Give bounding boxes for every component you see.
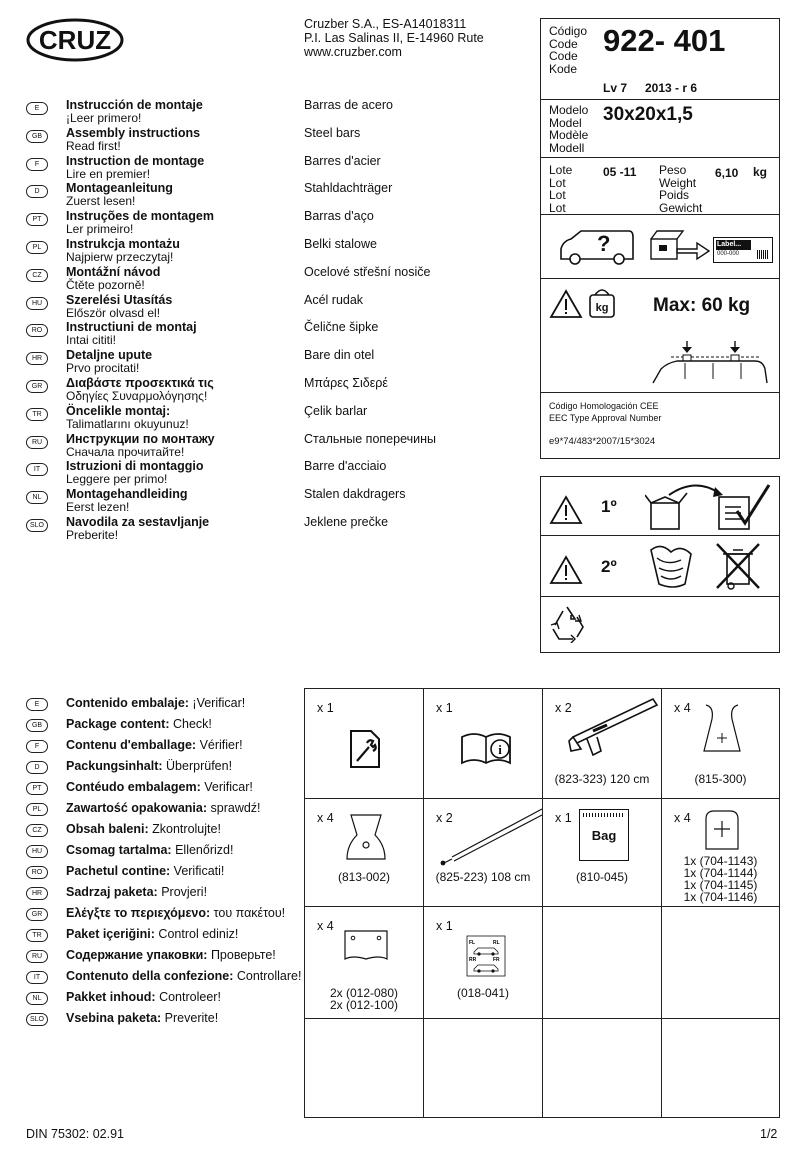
language-row xyxy=(26,239,296,267)
company-website: www.cruzber.com xyxy=(304,45,402,59)
part-code-4: 1x (704-1146) xyxy=(683,890,758,904)
product-name: Acél rudak xyxy=(304,292,364,307)
content-title: Содержание упаковки: xyxy=(66,948,208,962)
steps-divider-2 xyxy=(541,596,779,597)
content-title: Contenu d'emballage: xyxy=(66,738,197,752)
part-cell-booklet xyxy=(424,689,543,799)
bag-seal xyxy=(583,813,623,817)
part-code-2: 1x (704-1144) xyxy=(683,866,758,880)
instruction-title: Szerelési Utasítás xyxy=(66,292,173,307)
steps-box xyxy=(540,476,780,653)
car-roof-load-icon xyxy=(651,339,769,387)
language-code-badge: NL xyxy=(26,491,48,504)
content-title: Package content: xyxy=(66,717,170,731)
content-action: Check! xyxy=(173,717,212,731)
content-title: Pachetul contine: xyxy=(66,864,171,878)
product-name: Bare din otel xyxy=(304,348,375,363)
language-code-badge: GB xyxy=(26,130,48,143)
part-qty: x 1 xyxy=(555,811,572,825)
content-action: ¡Verificar! xyxy=(192,696,246,710)
instruction-subtitle: Ler primeiro! xyxy=(66,222,134,237)
content-action: Provjeri! xyxy=(161,885,208,899)
content-row xyxy=(26,969,302,985)
label-number: 000-000 xyxy=(717,251,740,257)
product-name: Μπάρες Σιδερέ xyxy=(304,376,388,390)
part-qty: x 2 xyxy=(436,811,453,825)
content-title: Contéudo embalagem: xyxy=(66,780,201,794)
content-action: Controleer! xyxy=(159,990,221,1004)
language-code-badge: PL xyxy=(26,241,48,254)
product-name: Steel bars xyxy=(304,125,361,140)
lot-labels: Lote Lot Lot Lot xyxy=(549,163,573,215)
content-title: Paket içeriğini: xyxy=(66,927,155,941)
part-cell-instructions xyxy=(305,689,424,799)
language-code-badge: RU xyxy=(26,950,48,963)
content-title: Vsebina paketa: xyxy=(66,1011,162,1025)
content-title: Zawartość opakowania: xyxy=(66,801,208,815)
language-code-badge: PT xyxy=(26,213,48,226)
language-row xyxy=(26,378,296,406)
content-action: sprawdź! xyxy=(210,801,261,815)
content-row xyxy=(26,717,296,733)
code-labels: Código Code Code Kode xyxy=(549,24,588,76)
product-name: Barres d'acier xyxy=(304,153,381,168)
instruction-title: Montageanleitung xyxy=(66,181,173,196)
manual-wrench-icon xyxy=(347,729,383,769)
product-name: Barre d'acciaio xyxy=(304,459,387,474)
bag-icon xyxy=(579,809,629,861)
product-name: Stalen dakdragers xyxy=(304,487,406,502)
warning-icon-step1 xyxy=(549,495,583,525)
content-title: Pakket inhoud: xyxy=(66,990,156,1004)
part-code-1: 1x (704-1143) xyxy=(683,854,758,868)
part-code: (810-045) xyxy=(575,870,629,884)
part-qty: x 1 xyxy=(436,919,453,933)
part-code-1: 2x (012-080) xyxy=(329,986,399,1000)
instruction-subtitle: Intai cititi! xyxy=(66,333,117,348)
van-question-icon xyxy=(557,227,637,267)
language-code-badge: HU xyxy=(26,845,48,858)
instruction-subtitle: Najpierw przeczytaj! xyxy=(66,250,174,264)
model-value: 30x20x1,5 xyxy=(603,104,693,125)
language-code-badge: RO xyxy=(26,324,48,337)
instruction-title: Assembly instructions xyxy=(66,125,201,140)
logo-text: CRUZ xyxy=(38,25,112,55)
content-row xyxy=(26,948,296,964)
language-code-badge: PL xyxy=(26,803,48,816)
part-cell-rod xyxy=(424,799,543,907)
product-name: Ocelové střešní nosiče xyxy=(304,264,431,279)
rubber-pad-icon xyxy=(700,703,744,753)
content-row xyxy=(26,759,296,775)
part-code: (815-300) xyxy=(694,772,747,786)
instruction-title: Instructiuni de montaj xyxy=(66,320,197,335)
info-book-icon xyxy=(460,731,512,765)
language-code-badge: NL xyxy=(26,992,48,1005)
content-row xyxy=(26,696,296,712)
content-action: του πακέτου! xyxy=(213,906,286,920)
label-tag: Label... xyxy=(716,240,751,250)
product-label-icon xyxy=(713,237,773,263)
content-row xyxy=(26,864,296,880)
instruction-title: Istruzioni di montaggio xyxy=(66,459,204,474)
instruction-title: Montážní návod xyxy=(66,264,161,279)
max-load-value: Max: 60 kg xyxy=(653,295,751,316)
language-row xyxy=(26,322,296,350)
language-row xyxy=(26,183,296,211)
company-name: Cruzber S.A., ES-A14018311 xyxy=(304,17,467,31)
language-row xyxy=(26,264,296,295)
weight-labels: Peso Weight Poids Gewicht xyxy=(659,163,703,215)
clamp-plate-icon xyxy=(343,929,389,963)
product-name: Barras de acero xyxy=(304,98,393,112)
content-row xyxy=(26,885,296,901)
part-cell-empty-3 xyxy=(305,1019,424,1117)
language-row xyxy=(26,403,296,434)
language-code-badge: IT xyxy=(26,463,48,476)
instruction-subtitle: Leggere per primo! xyxy=(66,472,168,487)
part-qty: x 2 xyxy=(555,701,572,715)
instruction-subtitle: Zuerst lesen! xyxy=(66,194,136,209)
product-name: Barras d'aço xyxy=(304,209,374,224)
part-code: (813-002) xyxy=(337,870,391,884)
part-cell-bag xyxy=(543,799,662,907)
part-code-3: 1x (704-1145) xyxy=(683,878,758,892)
sticker-fl: FL xyxy=(469,940,476,946)
packaging-waste-icon xyxy=(645,540,697,592)
instruction-title: Instrukcja montażu xyxy=(66,237,180,251)
instruction-subtitle: Eerst lezen! xyxy=(66,500,130,515)
content-row xyxy=(26,801,296,817)
part-qty: x 4 xyxy=(317,811,334,825)
content-action: Control ediniz! xyxy=(158,927,239,941)
page-number: 1/2 xyxy=(760,1127,778,1141)
product-name: Çelik barlar xyxy=(304,403,368,418)
language-row xyxy=(26,431,296,462)
language-code-badge: F xyxy=(26,740,48,753)
date-value: 2013 - r 6 xyxy=(645,81,698,95)
language-row xyxy=(26,292,296,323)
content-row xyxy=(26,1011,296,1027)
content-action: Verificati! xyxy=(173,864,225,878)
part-qty: x 1 xyxy=(317,701,334,715)
part-cell-empty-2 xyxy=(662,907,779,1019)
foot-plate-icon xyxy=(343,811,389,863)
instruction-subtitle: Οδηγίες Συναρμολόγησης! xyxy=(66,389,208,403)
content-title: Contenido embalaje: xyxy=(66,696,189,710)
sticker-fr: FR xyxy=(493,957,500,963)
parts-grid xyxy=(304,688,780,1118)
instruction-title: Instrucción de montaje xyxy=(66,98,203,112)
part-qty: x 4 xyxy=(317,919,334,933)
language-code-badge: IT xyxy=(26,971,48,984)
approval-number: e9*74/483*2007/15*3024 xyxy=(549,436,656,447)
vehicle-label-box xyxy=(540,214,780,279)
language-code-badge: HU xyxy=(26,297,48,310)
barcode-icon xyxy=(757,250,769,259)
instruction-title: Инструкции по монтажу xyxy=(66,431,215,446)
svg-text:?: ? xyxy=(597,231,611,256)
weight-value: 6,10 xyxy=(715,166,739,180)
part-cell-cover xyxy=(662,799,779,907)
instruction-subtitle: Talimatlarını okuyunuz! xyxy=(66,416,189,431)
sticker-rl: RL xyxy=(493,940,500,946)
language-code-badge: TR xyxy=(26,408,48,421)
weight-kg-icon xyxy=(587,285,617,319)
content-action: Preverite! xyxy=(164,1011,219,1025)
language-row xyxy=(26,100,296,128)
code-box xyxy=(540,18,780,100)
language-code-badge: D xyxy=(26,185,48,198)
recycle-icon xyxy=(547,603,587,643)
part-qty: x 1 xyxy=(436,701,453,715)
instruction-subtitle: Сначала прочитайте! xyxy=(66,444,185,459)
content-action: Ellenőrizd! xyxy=(175,843,234,857)
open-box-checklist-icon xyxy=(645,481,775,533)
language-code-badge: PT xyxy=(26,782,48,795)
instruction-subtitle: ¡Leer primero! xyxy=(66,111,142,125)
language-code-badge: SLO xyxy=(26,519,48,532)
language-code-badge: SLO xyxy=(26,1013,48,1026)
instruction-subtitle: Preberite! xyxy=(66,528,119,542)
code-value: 922- 401 xyxy=(603,23,726,58)
max-load-box xyxy=(540,278,780,393)
content-row xyxy=(26,843,296,859)
lv-value: Lv 7 xyxy=(603,81,628,95)
product-name: Стальные поперечины xyxy=(304,431,436,446)
roof-bar-icon xyxy=(563,693,659,763)
language-row xyxy=(26,517,296,545)
content-row xyxy=(26,990,296,1006)
language-row xyxy=(26,489,296,517)
language-code-badge: TR xyxy=(26,929,48,942)
homologation-es: Código Homologación CEE xyxy=(549,401,659,411)
lot-box xyxy=(540,157,780,215)
svg-text:i: i xyxy=(498,742,502,757)
instruction-title: Instruction de montage xyxy=(66,153,205,168)
language-row xyxy=(26,350,296,378)
language-code-badge: RU xyxy=(26,436,48,449)
content-action: Verificar! xyxy=(204,780,253,794)
sticker-rr: RR xyxy=(469,957,477,963)
product-name: Stahldachträger xyxy=(304,181,393,196)
din-standard: DIN 75302: 02.91 xyxy=(26,1127,124,1141)
part-qty: x 4 xyxy=(674,811,691,825)
language-code-badge: GB xyxy=(26,719,48,732)
content-title: Packungsinhalt: xyxy=(66,759,163,773)
content-action: Vérifier! xyxy=(199,738,243,752)
part-code-2: 2x (012-100) xyxy=(329,998,399,1012)
language-code-badge: E xyxy=(26,698,48,711)
content-title: Contenuto della confezione: xyxy=(66,969,234,983)
content-row xyxy=(26,906,296,922)
language-code-badge: RO xyxy=(26,866,48,879)
homologation-box xyxy=(540,392,780,459)
content-action: Überprüfen! xyxy=(166,759,233,773)
instruction-subtitle: Lire en premier! xyxy=(66,166,151,181)
instruction-title: Navodila za sestavljanje xyxy=(66,515,210,529)
lot-value: 05 -11 xyxy=(603,165,637,179)
threaded-rod-icon xyxy=(438,803,542,867)
content-action: Controllare! xyxy=(236,969,302,983)
content-title: Csomag tartalma: xyxy=(66,843,172,857)
language-row xyxy=(26,461,296,489)
language-row xyxy=(26,153,296,184)
no-bin-icon xyxy=(713,540,763,592)
instruction-subtitle: Read first! xyxy=(66,138,121,153)
part-cell-pad xyxy=(662,689,779,799)
part-cell-bars xyxy=(543,689,662,799)
instruction-title: Montagehandleiding xyxy=(66,487,188,502)
weight-unit: kg xyxy=(753,165,768,179)
content-action: Проверьте! xyxy=(210,948,276,962)
model-box xyxy=(540,99,780,158)
steps-divider-1 xyxy=(541,535,779,536)
part-cell-empty-1 xyxy=(543,907,662,1019)
content-row xyxy=(26,738,296,754)
part-cell-empty-6 xyxy=(662,1019,779,1117)
instruction-title: Διαβάστε προσεκτικά τις xyxy=(66,376,214,390)
company-address xyxy=(304,17,484,59)
step2-label: 2º xyxy=(601,557,617,576)
content-row xyxy=(26,780,296,796)
part-cell-foot xyxy=(305,799,424,907)
warning-icon xyxy=(549,289,583,319)
part-cell-empty-5 xyxy=(543,1019,662,1117)
instruction-subtitle: Čtěte pozorně! xyxy=(66,277,145,292)
content-title: Sadrzaj paketa: xyxy=(66,885,158,899)
end-cap-icon xyxy=(702,809,742,851)
part-code: (825-223) 108 cm xyxy=(435,870,531,884)
content-title: Obsah baleni: xyxy=(66,822,149,836)
part-cell-position-sticker xyxy=(424,907,543,1019)
part-code: (018-041) xyxy=(456,986,510,1000)
product-name: Jeklene prečke xyxy=(304,515,389,529)
warning-icon-step2 xyxy=(549,555,583,585)
step1-label: 1º xyxy=(601,497,617,516)
model-labels: Modelo Model Modèle Modell xyxy=(549,103,589,155)
box-arrow-icon xyxy=(647,229,711,265)
language-code-badge: CZ xyxy=(26,824,48,837)
language-code-badge: GR xyxy=(26,380,48,393)
instruction-title: Instruções de montagem xyxy=(66,209,214,224)
instruction-title: Detaljne upute xyxy=(66,348,153,363)
part-cell-empty-4 xyxy=(424,1019,543,1117)
language-code-badge: D xyxy=(26,761,48,774)
position-sticker-icon xyxy=(466,935,506,977)
cruz-logo xyxy=(26,18,124,62)
language-row xyxy=(26,211,296,239)
instruction-subtitle: Először olvasd el! xyxy=(66,305,161,320)
company-street: P.I. Las Salinas II, E-14960 Rute xyxy=(304,31,484,45)
content-title: Ελέγξτε το περιεχόμενο: xyxy=(66,906,211,920)
content-action: Zkontrolujte! xyxy=(152,822,221,836)
kg-icon-text: kg xyxy=(595,302,609,314)
language-code-badge: CZ xyxy=(26,269,48,282)
content-row xyxy=(26,822,296,838)
language-code-badge: GR xyxy=(26,908,48,921)
content-row xyxy=(26,927,296,943)
language-code-badge: E xyxy=(26,102,48,115)
bag-label: Bag xyxy=(591,828,617,843)
instruction-subtitle: Prvo procitati! xyxy=(66,361,140,376)
homologation-en: EEC Type Approval Number xyxy=(549,413,662,423)
language-code-badge: HR xyxy=(26,352,48,365)
language-code-badge: F xyxy=(26,158,48,171)
instruction-title: Öncelikle montaj: xyxy=(66,403,171,418)
product-name: Čelične šipke xyxy=(304,320,379,335)
part-qty: x 4 xyxy=(674,701,691,715)
language-code-badge: HR xyxy=(26,887,48,900)
part-cell-plate xyxy=(305,907,424,1019)
part-code: (823-323) 120 cm xyxy=(554,772,650,786)
product-name: Belki stalowe xyxy=(304,237,377,251)
language-row xyxy=(26,125,296,156)
